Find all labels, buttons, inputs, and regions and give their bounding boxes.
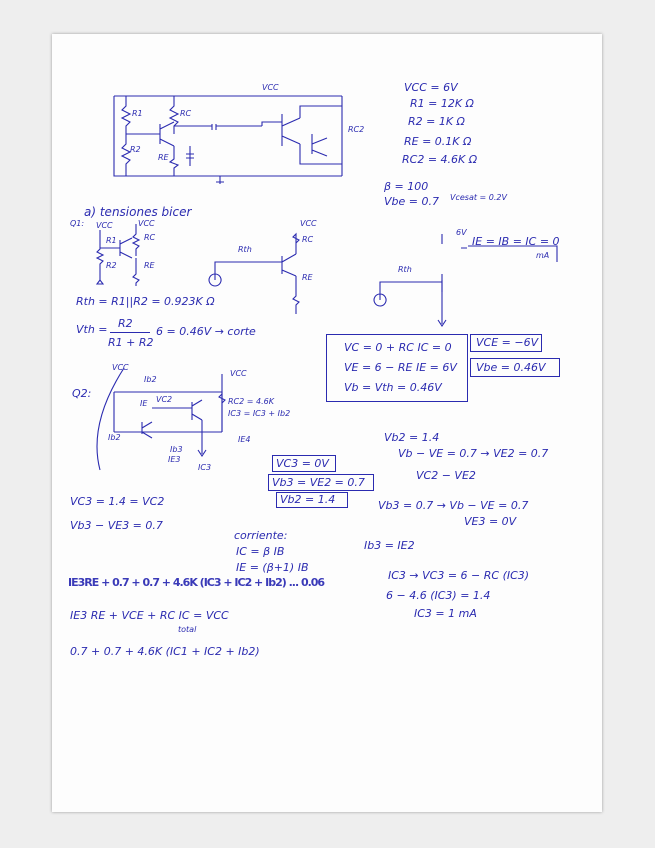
ic3-substitution: 6 − 4.6 (IC3) = 1.4 <box>386 589 491 602</box>
ve3-equation: VE3 = 0V <box>464 515 517 528</box>
given-rc2: RC2 = 4.6K Ω <box>402 153 478 166</box>
q2-label: Q2: <box>72 387 92 400</box>
q2-vcc-top: VCC <box>112 363 129 372</box>
q2-ic3: IC3 <box>198 463 212 472</box>
ib3-equation: Ib3 = IE2 <box>364 539 415 552</box>
q1-rth: Rth <box>238 245 252 254</box>
given-r1: R1 = 12K Ω <box>410 97 474 110</box>
vb3-equation: Vb3 = 0.7 → Vb − VE = 0.7 <box>378 499 529 512</box>
circuit1-r1: R1 <box>132 109 143 118</box>
vc3-equation: VC3 = 1.4 = VC2 <box>70 495 165 508</box>
vc2-ve2: VC2 − VE2 <box>416 469 476 482</box>
q2-ie4: IE4 <box>238 435 251 444</box>
given-r2: R2 = 1K Ω <box>408 115 465 128</box>
given-beta: β = 100 <box>384 180 429 193</box>
vth-lhs: Vth = <box>76 323 108 336</box>
ic3-equation: IC3 → VC3 = 6 − RC (IC3) <box>388 569 530 582</box>
crossed-out-line: IE3RE + 0.7 + 0.7 + 4.6K (IC3 + IC2 + Ib2) ... 0.06 <box>68 576 325 589</box>
q1-rc: RC <box>144 233 156 242</box>
q1-vcc3: VCC <box>300 219 317 228</box>
q1-r2: R2 <box>106 261 117 270</box>
vc3-result: VC3 = 0V <box>276 457 329 470</box>
vb3-ve3: Vb3 − VE3 = 0.7 <box>70 519 163 532</box>
q1-r1: R1 <box>106 236 117 245</box>
result-vc: VC = 0 + RC IC = 0 <box>344 341 452 354</box>
vbe-result: Vbe = 0.46V <box>476 361 546 374</box>
corriente-title: corriente: <box>234 529 288 542</box>
vb2-result: Vb2 = 1.4 <box>280 493 336 506</box>
vce-result: VCE = −6V <box>476 336 539 349</box>
q2-ie: IE <box>140 399 148 408</box>
vth-denominator: R1 + R2 <box>108 336 154 349</box>
corriente-ic: IC = β IB <box>236 545 285 558</box>
circuit1-vcc: VCC <box>262 83 279 92</box>
q2-ie3: IE3 <box>168 455 181 464</box>
result-ve: VE = 6 − RE IE = 6V <box>344 361 457 374</box>
vth-rhs: 6 = 0.46V → corte <box>156 325 256 338</box>
result-vb: Vb = Vth = 0.46V <box>344 381 442 394</box>
vb2-equation: Vb2 = 1.4 <box>384 431 440 444</box>
kvl-numeric: 0.7 + 0.7 + 4.6K (IC1 + IC2 + Ib2) <box>70 645 260 658</box>
q2-ib2: Ib2 <box>144 375 157 384</box>
vbve-equation: Vb − VE = 0.7 → VE2 = 0.7 <box>398 447 549 460</box>
circuit1-r2: R2 <box>130 145 141 154</box>
notebook-page <box>52 34 602 812</box>
q2-ib2-bottom: Ib2 <box>108 433 121 442</box>
given-vbe: Vbe = 0.7 <box>384 195 439 208</box>
q2-ic-sum: IC3 = IC3 + Ib2 <box>228 409 291 418</box>
q1-vcc1: VCC <box>96 221 113 230</box>
given-vcc: VCC = 6V <box>404 81 458 94</box>
kvl-equation: IE3 RE + VCE + RC IC = VCC <box>70 609 229 622</box>
circuit1-rc2: RC2 <box>348 125 365 134</box>
q1-re: RE <box>144 261 155 270</box>
q2-ib3: Ib3 <box>170 445 183 454</box>
q2-vcc-right: VCC <box>230 369 247 378</box>
q2-rc2: RC2 = 4.6K <box>228 397 274 406</box>
q1-unit-ma: mA <box>536 251 550 260</box>
q1-6v: 6V <box>456 228 467 237</box>
given-vcesat: Vcesat = 0.2V <box>450 193 507 202</box>
corriente-ie: IE = (β+1) IB <box>236 561 309 574</box>
q1-currents-zero: IE = IB = IC = 0 <box>472 235 560 248</box>
q2-vc2: VC2 <box>156 395 173 404</box>
q1-re2: RE <box>302 273 313 282</box>
circuit1-re: RE <box>158 153 169 162</box>
section-heading: a) tensiones bicer <box>84 205 192 219</box>
q1-rth2: Rth <box>398 265 412 274</box>
q1-vcc2: VCC <box>138 219 155 228</box>
q1-rc3: RC <box>302 235 314 244</box>
circuit1-rc: RC <box>180 109 192 118</box>
given-re: RE = 0.1K Ω <box>404 135 472 148</box>
kvl-total: total <box>178 625 197 634</box>
rth-equation: Rth = R1||R2 = 0.923K Ω <box>76 295 215 308</box>
vth-numerator: R2 <box>118 317 133 330</box>
fraction-bar <box>110 332 150 333</box>
q1-label: Q1: <box>70 219 85 228</box>
vb3-result: Vb3 = VE2 = 0.7 <box>272 476 365 489</box>
ic3-value: IC3 = 1 mA <box>414 607 477 620</box>
